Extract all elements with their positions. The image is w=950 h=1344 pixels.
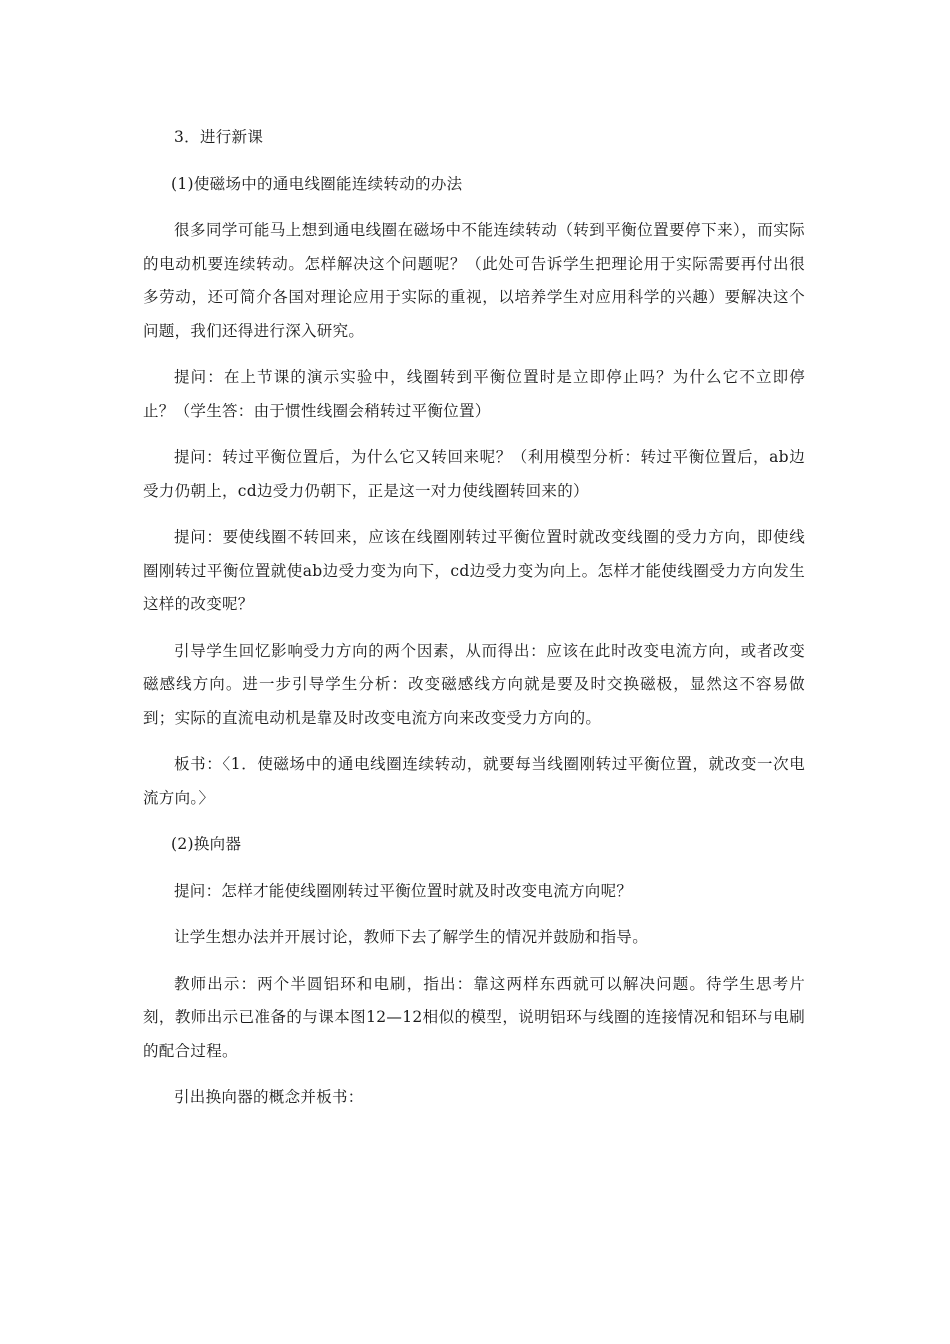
- paragraph: 提问：转过平衡位置后，为什么它又转回来呢？（利用模型分析：转过平衡位置后，ab边受力仍朝上，cd边受力仍朝下，正是这一对力使线圈转回来的）: [143, 448, 805, 500]
- paragraph: 提问：要使线圈不转回来，应该在线圈刚转过平衡位置时就改变线圈的受力方向，即使线圈刚转过平衡位置就使ab边受力变为向下，cd边受力变为向上。怎样才能使线圈受力方向发生这样的改变呢？: [143, 528, 805, 613]
- paragraph: 提问：在上节课的演示实验中，线圈转到平衡位置时是立即停止吗？为什么它不立即停止？（学生答：由于惯性线圈会稍转过平衡位置）: [143, 368, 805, 420]
- subsection-heading-1: (1)使磁场中的通电线圈能连续转动的办法: [171, 174, 463, 193]
- paragraph: 提问：怎样才能使线圈刚转过平衡位置时就及时改变电流方向呢？: [174, 881, 633, 900]
- paragraph: 很多同学可能马上想到通电线圈在磁场中不能连续转动（转到平衡位置要停下来），而实际的电动机要连续转动。怎样解决这个问题呢？（此处可告诉学生把理论用于实际需要再付出很多劳动，还可简介各国对理论应用于实际的重视，以培养学生对应用科学的兴趣）要解决这个问题，我们还得进行深入研究。: [143, 221, 805, 340]
- document-body: [143, 121, 805, 1128]
- paragraph: 引导学生回忆影响受力方向的两个因素，从而得出：应该在此时改变电流方向，或者改变磁感线方向。进一步引导学生分析：改变磁感线方向就是要及时交换磁极，显然这不容易做到；实际的直流电动机是靠及时改变电流方向来改变受力方向的。: [143, 641, 805, 727]
- subsection-heading-2: (2)换向器: [171, 835, 242, 853]
- paragraph: 板书：〈1．使磁场中的通电线圈连续转动，就要每当线圈刚转过平衡位置，就改变一次电流方向。〉: [143, 755, 805, 807]
- paragraph: 让学生想办法并开展讨论，教师下去了解学生的情况并鼓励和指导。: [174, 928, 649, 946]
- section-heading: 3．进行新课: [174, 128, 264, 146]
- paragraph: 教师出示：两个半圆铝环和电刷，指出：靠这两样东西就可以解决问题。待学生思考片刻，教师出示已准备的与课本图12—12相似的模型，说明铝环与线圈的连接情况和铝环与电刷的配合过程。: [143, 974, 805, 1060]
- paragraph: 引出换向器的概念并板书：: [174, 1088, 364, 1106]
